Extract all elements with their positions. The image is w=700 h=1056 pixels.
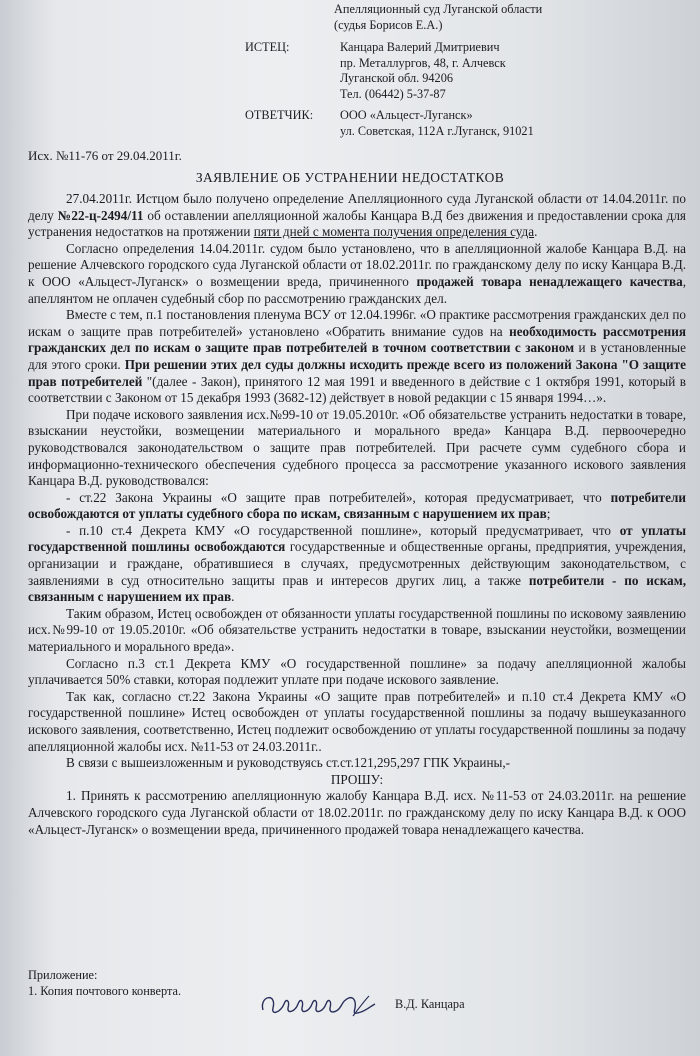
paragraph-7: Таким образом, Истец освобожден от обязанности уплаты государственной пошлины по исковому заявлению исх.№99-10 от 19.05.2010г. «Об обязательстве устранить недостатки в товаре, взыскании неустойки, возмещении материального и морального вреда». [28, 605, 686, 655]
attachments-label: Приложение: [28, 968, 98, 982]
paragraph-10: В связи с вышеизложенным и руководствуясь ст.ст.121,295,297 ГПК Украины,- [66, 755, 511, 771]
p3-text-a: Вместе с тем, п.1 постановления пленума ВСУ от 12.04.1996г. «О практике рассмотрения гражданских дел по искам о защите прав потребителей» установлено «Обратить внимание судов на [28, 307, 686, 339]
paragraph-1 [28, 191, 686, 241]
signatory-name: В.Д. Канцара [395, 997, 465, 1011]
p2-text-b: , апеллянтом не оплачен судебный сбор по рассмотрению гражданских дел. [28, 273, 686, 306]
p5-bold: потребители освобождаются от уплаты судебного сбора по искам, связанным с нарушением их прав [28, 489, 686, 522]
p5-text-b: ; [546, 506, 551, 522]
p6-bold-1: от уплаты государственной пошлины освобождаются [28, 522, 687, 555]
outgoing-reference: Исх. №11-76 от 29.04.2011г. [28, 148, 182, 163]
plaintiff-block [245, 40, 685, 102]
paragraph-3 [28, 307, 686, 407]
p5-text-a: - ст.22 Закона Украины «О защите прав потребителей», которая предусматривает, что [66, 489, 611, 505]
p2-bold: продажей товара ненадлежащего качества [416, 273, 683, 289]
p3-text-c: "(далее - Закон), принятого 12 мая 1991 и введенного в действие с 1 октября 1991, который в соответствии с Законом от 15 декабря 1993 (3682-12) действует в новой редакции с 15 января 1994…». [28, 373, 686, 406]
plaintiff-label: ИСТЕЦ: [245, 40, 290, 54]
p2-text-a: Согласно определения 14.04.2011г. судом было установлено, что в апелляционной жалобе Канцара В.Д. на решение Алчевского городского суда Луганской области от 18.02.2011г. по гражданскому делу по иску Канцара В.Д. к ООО «Альцест-Луганск» о возмещении вреда, причиненного [28, 240, 686, 289]
deadline-text: пяти дней с момента получения определения суда [253, 224, 535, 240]
case-number: №22-ц-2494/11 [57, 207, 144, 223]
defendant-label: ОТВЕТЧИК: [245, 108, 314, 122]
document-body [28, 191, 686, 838]
request-item-1: 1. Принять к рассмотрению апелляционную жалобу Канцара В.Д. исх. №11-53 от 24.03.2011г. на решение Алчевского городского суда Луганской области от 18.02.2011г. по гражданскому делу по иску Канцара В.Д. к ООО «Альцест-Луганск» о возмещении вреда, причиненного продажей товара ненадлежащего качества. [28, 788, 686, 837]
court-name: Апелляционный суд Луганской области [334, 2, 543, 16]
court-addressee [334, 2, 542, 33]
paragraph-8: Согласно п.3 ст.1 Декрета КМУ «О государственной пошлине» за подачу апелляционной жалобы уплачивается 50% ставки, которая подлежит уплате при подаче искового заявление. [28, 655, 686, 688]
p6-text-c: . [231, 589, 235, 605]
defendant-address: ул. Советская, 112А г.Луганск, 91021 [340, 123, 534, 138]
request-header: ПРОШУ: [330, 771, 384, 787]
p6-text-b: государственные и общественные органы, предприятия, учреждения, организации и граждане, обратившиеся в случаях, предусмотренных действующим законодательством, с заявлениями в суд относительно защиты прав и интересов других лиц, а также [28, 539, 686, 588]
defendant-name: ООО «Альцест-Луганск» [340, 108, 473, 122]
document-title: ЗАЯВЛЕНИЕ ОБ УСТРАНЕНИИ НЕДОСТАТКОВ [195, 170, 505, 185]
handwritten-signature [257, 986, 387, 1028]
p3-bold-2: При решении этих дел суды должны исходить прежде всего из положений Закона "О защите прав потребителей [28, 356, 686, 389]
plaintiff-address-1: пр. Металлургов, 48, г. Алчевск [340, 55, 506, 70]
plaintiff-name: Канцара Валерий Дмитриевич [340, 40, 500, 54]
p6-text-a: - п.10 ст.4 Декрета КМУ «О государственной пошлине», который предусматривает, что [66, 522, 620, 538]
judge-name: (судья Борисов Е.А.) [334, 17, 443, 32]
paragraph-5 [28, 490, 686, 523]
plaintiff-address-2: Луганской обл. 94206 [340, 71, 454, 85]
paragraph-2 [28, 241, 686, 307]
p6-bold-2: потребители - по искам, связанным с нарушением их прав [28, 572, 686, 605]
plaintiff-phone: Тел. (06442) 5-37-87 [340, 86, 446, 101]
p1-text-b: об оставлении апелляционной жалобы Канцара В.Д без движения и предоставлении срока для устранения недостатков на протяжении [28, 207, 686, 240]
p1-text-c: . [534, 224, 538, 240]
defendant-block [245, 108, 685, 139]
p3-bold-1: необходимость рассмотрения гражданских дел по искам о защите прав потребителей в точном соответствии с законом [28, 323, 686, 356]
p3-text-b: и в установленные для этого сроки. [28, 340, 686, 372]
p1-text-a: 27.04.2011г. Истцом было получено определение Апелляционного суда Луганской области от 14.04.2011г. по делу [28, 191, 686, 223]
attachments-block [28, 968, 181, 999]
paragraph-4: При подаче искового заявления исх.№99-10 от 19.05.2010г. «Об обязательстве устранить недостатки в товаре, взыскании неустойки, возмещении материального и морального вреда» Канцара В.Д. первоочередно руководствовался законодательством о защите прав потребителей. При расчете сумм судебного сбора и информационно-технического обеспечения судебного процесса за рассмотрение указанного искового заявления Канцара В.Д. руководствовался: [28, 406, 686, 489]
attachment-item-1: 1. Копия почтового конверта. [28, 983, 182, 998]
paragraph-6 [28, 523, 686, 606]
paragraph-9: Так как, согласно ст.22 Закона Украины «О защите прав потребителей» и п.10 ст.4 Декрета КМУ «О государственной пошлине» Истец освобожден от уплаты государственной пошлины за подачу вышеуказанного искового заявления, соответственно, Истец подлежит освобождению от уплаты государственной пошлины за подачу апелляционной жалобы исх. №11-53 от 24.03.2011г.. [28, 688, 686, 754]
